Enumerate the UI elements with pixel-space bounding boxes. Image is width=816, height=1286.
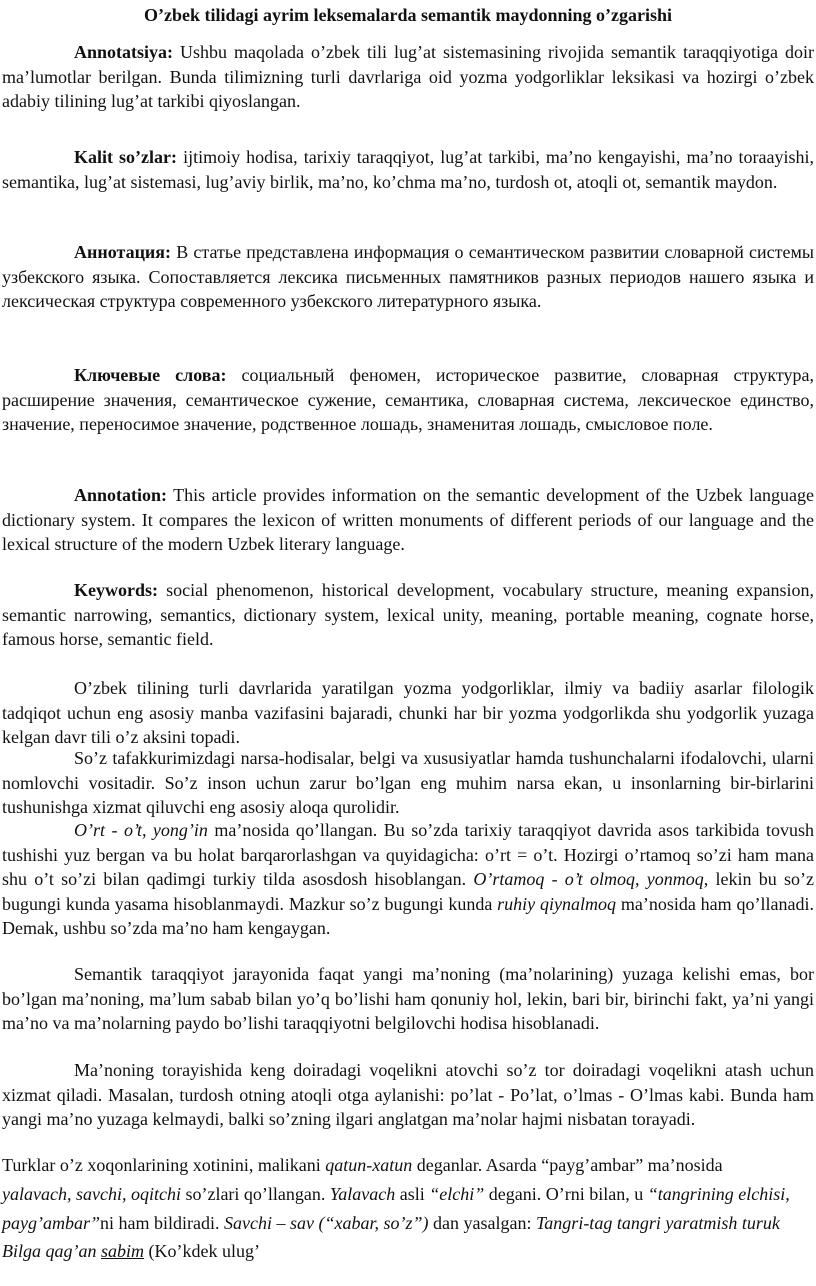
body-paragraph-2: So’z tafakkurimizdagi narsa-hodisalar, belgi va xususiyatlar hamda tushunchalarni ifodalovchi, ularni nomlovchi vositadir. So’z inson uchun zarur bo’lgan eng muhim narsa ekan, u insonlarning bir-birlarini tushunishga xizmat qiluvchi eng asosiy aloqa qurolidir.	[2, 748, 814, 817]
body-paragraph-4: Semantik taraqqiyot jarayonida faqat yangi ma’noning (ma’nolarining) yuzaga kelishi emas, bor bo’lgan ma’noning, ma’lum sabab bilan yo’q bo’lishi ham qonuniy hol, lekin, bari bir, birinchi fakt, ya’ni yangi ma’no va ma’nolarning paydo bo’lishi taraqqiyotni belgilovchi hodisa hisoblanadi.	[2, 964, 814, 1033]
abstract-ru-label: Аннотация:	[74, 242, 172, 262]
keywords-ru	[2, 363, 814, 437]
abstract-uz-label: Annotatsiya:	[74, 42, 174, 62]
keywords-uz-label: Kalit so’zlar:	[74, 147, 178, 167]
body-paragraph-1: O’zbek tilining turli davrlarida yaratilgan yozma yodgorliklar, ilmiy va badiiy asarlar filologik tadqiqot uchun eng asosiy manba vazifasini bajaradi, chunki har bir yozma yodgorlikda shu yodgorlik yuzaga kelgan davr tili o’z aksini topadi.	[2, 678, 814, 747]
body-paragraph-5: Ma’noning torayishida keng doiradagi voqelikni atovchi so’z tor doiradagi voqelikni atash uchun xizmat qiladi. Masalan, turdosh otning atoqli otga aylanishi: po’lat - Po’lat, o’lmas - O’lmas kabi. Bunda ham yangi ma’no yuzaga kelmaydi, balki so’zning ilgari anglatgan ma’nolar hajmi nisbatan torayadi.	[2, 1060, 814, 1129]
abstract-en-label: Annotation:	[74, 485, 168, 505]
abstract-uz	[2, 40, 814, 114]
keywords-ru-text: социальный феномен, историческое развитие, словарная структура, расширение значения, семантическое сужение, семантика, словарная система, лексическое единство, значение, переносимое значение, родственное лошадь, знаменитая лошадь, смысловое поле.	[2, 365, 814, 434]
keywords-uz	[2, 145, 814, 194]
keywords-uz-text: ijtimoiy hodisa, tarixiy taraqqiyot, lug’at tarkibi, ma’no kengayishi, ma’no toraayishi, semantika, lug’at sistemasi, lug’aviy birlik, ma’no, ko’chma ma’no, turdosh ot, atoqli ot, semantik maydon.	[2, 147, 814, 192]
abstract-en-text: This article provides information on the semantic development of the Uzbek language dictionary system. It compares the lexicon of written monuments of different periods of our language and the lexical structure of the modern Uzbek literary language.	[2, 485, 814, 554]
body-paragraph-3: O’rt - o’t, yong’in ma’nosida qo’llangan. Bu so’zda tarixiy taraqqiyot davrida asos tarkibida tovush tushishi yuz bergan va bu holat barqarorlashgan va quyidagicha: o’rt = o’t. Hozirgi o’rtamoq so’zi ham mana shu o’t so’zi bilan qadimgi turkiy tilda asosdosh hisoblangan. O’rtamoq - o’t olmoq, yonmoq, lekin bu so’z bugungi kunda yasama hisoblanmaydi. Mazkur so’z bugungi kunda ruhiy qiynalmoq ma’nosida ham qo’llanadi. Demak, ushbu so’zda ma’no ham kengaygan.	[2, 820, 815, 938]
abstract-ru-text: В статье представлена информация о семантическом развитии словарной системы узбекского языка. Сопоставляется лексика письменных памятников разных периодов нашего языка и лексическая структура современного узбекского литературного языка.	[2, 242, 814, 311]
keywords-en-text: social phenomenon, historical development, vocabulary structure, meaning expansion, semantic narrowing, semantics, dictionary system, lexical unity, meaning, portable meaning, cognate horse, famous horse, semantic field.	[2, 580, 814, 649]
abstract-en	[2, 483, 814, 557]
keywords-en	[2, 578, 814, 652]
abstract-uz-text: Ushbu maqolada o’zbek tili lug’at sistemasining rivojida semantik taraqqiyotiga doir ma’lumotlar berilgan. Bunda tilimizning turli davrlariga oid yozma yodgorliklar leksikasi va hozirgi o’zbek adabiy tilining lug’at tarkibi qiyoslangan.	[2, 42, 814, 111]
keywords-ru-label: Ключевые слова:	[74, 365, 227, 385]
article-title: O’zbek tilidagi ayrim leksemalarda semantik maydonning o’zgarishi	[143, 5, 672, 25]
body-paragraph-6: Turklar o’z xoqonlarining xotinini, malikani qatun-xatun deganlar. Asarda “payg’ambar” ma’nosida yalavach, savchi, oqitchi so’zlari qo’llangan. Yalavach asli “elchi” degani. O’rni bilan, u “tangrining elchisi, payg’ambar”ni ham bildiradi. Savchi – sav (“xabar, so’z”) dan yasalgan: Tangri-tag tangri yaratmish turuk Bilga qag’an sabim (Ko’kdek ulug’	[2, 1155, 790, 1262]
keywords-en-label: Keywords:	[74, 580, 158, 600]
abstract-ru	[2, 240, 814, 314]
